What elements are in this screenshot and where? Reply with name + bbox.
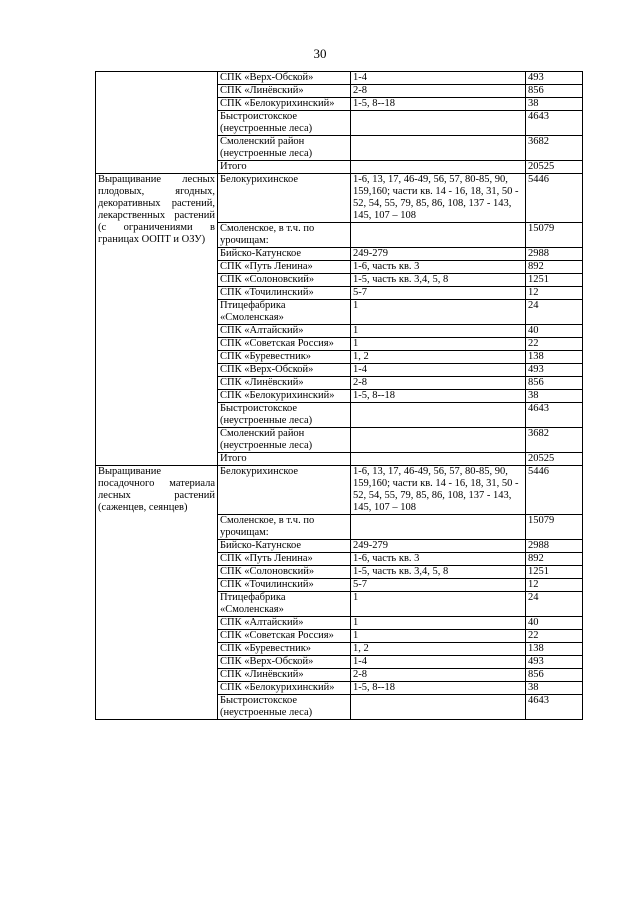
quarter-numbers-cell — [351, 515, 526, 540]
quarter-numbers-cell: 1, 2 — [351, 643, 526, 656]
forestry-location-cell: Быстроистокское (неустроенные леса) — [218, 695, 351, 720]
quarter-numbers-cell: 1, 2 — [351, 351, 526, 364]
area-cell: 3682 — [526, 136, 583, 161]
area-cell: 38 — [526, 390, 583, 403]
forestry-location-cell: СПК «Верх-Обской» — [218, 364, 351, 377]
quarter-numbers-cell: 1-6, часть кв. 3 — [351, 261, 526, 274]
area-cell: 15079 — [526, 515, 583, 540]
quarter-numbers-cell: 1-5, часть кв. 3,4, 5, 8 — [351, 566, 526, 579]
forestry-location-cell: СПК «Белокурихинский» — [218, 682, 351, 695]
forestry-location-cell: Смоленский район (неустроенные леса) — [218, 136, 351, 161]
forestry-location-cell: Быстроистокское (неустроенные леса) — [218, 111, 351, 136]
forestry-location-cell: Белокурихинское — [218, 174, 351, 223]
forestry-location-cell: Быстроистокское (неустроенные леса) — [218, 403, 351, 428]
area-cell: 15079 — [526, 223, 583, 248]
quarter-numbers-cell: 2-8 — [351, 377, 526, 390]
page-number: 30 — [313, 46, 327, 61]
area-cell: 1251 — [526, 274, 583, 287]
area-cell: 20525 — [526, 453, 583, 466]
forestry-location-cell: СПК «Точилинский» — [218, 287, 351, 300]
area-cell: 38 — [526, 682, 583, 695]
forestry-location-cell: СПК «Путь Ленина» — [218, 553, 351, 566]
area-cell: 5446 — [526, 174, 583, 223]
forestry-location-cell: СПК «Алтайский» — [218, 617, 351, 630]
quarter-numbers-cell: 5-7 — [351, 287, 526, 300]
forestry-location-cell: Птицефабрика «Смоленская» — [218, 592, 351, 617]
forestry-location-cell: СПК «Советская Россия» — [218, 630, 351, 643]
forestry-location-cell: Итого — [218, 161, 351, 174]
quarter-numbers-cell: 1-5, 8--18 — [351, 98, 526, 111]
quarter-numbers-cell: 2-8 — [351, 85, 526, 98]
quarter-numbers-cell: 1-6, 13, 17, 46-49, 56, 57, 80-85, 90, 159,160; части кв. 14 - 16, 18, 31, 50 - 52, 54, 55, 79, 85, 86, 108, 137 - 143, 145, 107 – 108 — [351, 174, 526, 223]
area-cell: 24 — [526, 592, 583, 617]
area-cell: 5446 — [526, 466, 583, 515]
area-cell: 40 — [526, 617, 583, 630]
forestry-location-cell: СПК «Линёвский» — [218, 85, 351, 98]
forestry-location-cell: Смоленское, в т.ч. по урочищам: — [218, 223, 351, 248]
area-cell: 856 — [526, 85, 583, 98]
area-cell: 12 — [526, 287, 583, 300]
quarter-numbers-cell: 1-5, 8--18 — [351, 390, 526, 403]
activity-type-cell — [96, 72, 218, 174]
quarter-numbers-cell: 1-5, часть кв. 3,4, 5, 8 — [351, 274, 526, 287]
forestry-location-cell: Бийско-Катунское — [218, 540, 351, 553]
forestry-location-cell: СПК «Путь Ленина» — [218, 261, 351, 274]
table-row — [96, 466, 583, 515]
forestry-location-cell: СПК «Буревестник» — [218, 351, 351, 364]
forestry-location-cell: Бийско-Катунское — [218, 248, 351, 261]
area-cell: 22 — [526, 338, 583, 351]
quarter-numbers-cell: 1 — [351, 338, 526, 351]
area-cell: 493 — [526, 72, 583, 85]
forestry-location-cell: СПК «Белокурихинский» — [218, 98, 351, 111]
area-cell: 20525 — [526, 161, 583, 174]
table-row — [96, 72, 583, 85]
forestry-location-cell: СПК «Точилинский» — [218, 579, 351, 592]
forest-use-table — [95, 71, 583, 720]
area-cell: 138 — [526, 643, 583, 656]
forestry-location-cell: Смоленский район (неустроенные леса) — [218, 428, 351, 453]
area-cell: 892 — [526, 553, 583, 566]
area-cell: 1251 — [526, 566, 583, 579]
forestry-location-cell: СПК «Солоновский» — [218, 274, 351, 287]
quarter-numbers-cell: 2-8 — [351, 669, 526, 682]
area-cell: 40 — [526, 325, 583, 338]
quarter-numbers-cell — [351, 453, 526, 466]
quarter-numbers-cell — [351, 136, 526, 161]
area-cell: 493 — [526, 656, 583, 669]
quarter-numbers-cell: 1 — [351, 617, 526, 630]
area-cell: 22 — [526, 630, 583, 643]
quarter-numbers-cell: 1-4 — [351, 364, 526, 377]
quarter-numbers-cell: 249-279 — [351, 540, 526, 553]
area-cell: 4643 — [526, 111, 583, 136]
forestry-location-cell: СПК «Буревестник» — [218, 643, 351, 656]
quarter-numbers-cell — [351, 695, 526, 720]
quarter-numbers-cell — [351, 428, 526, 453]
forestry-location-cell: СПК «Верх-Обской» — [218, 656, 351, 669]
quarter-numbers-cell: 1 — [351, 630, 526, 643]
activity-type-cell: Выращивание посадочного материала лесных растений (саженцев, сеянцев) — [96, 466, 218, 720]
area-cell: 4643 — [526, 695, 583, 720]
forestry-location-cell: Итого — [218, 453, 351, 466]
quarter-numbers-cell: 1-4 — [351, 72, 526, 85]
quarter-numbers-cell: 5-7 — [351, 579, 526, 592]
forestry-location-cell: СПК «Советская Россия» — [218, 338, 351, 351]
area-cell: 38 — [526, 98, 583, 111]
forestry-location-cell: СПК «Линёвский» — [218, 669, 351, 682]
forestry-location-cell: СПК «Белокурихинский» — [218, 390, 351, 403]
forestry-location-cell: СПК «Солоновский» — [218, 566, 351, 579]
area-cell: 493 — [526, 364, 583, 377]
forestry-location-cell: СПК «Верх-Обской» — [218, 72, 351, 85]
quarter-numbers-cell: 1-4 — [351, 656, 526, 669]
area-cell: 24 — [526, 300, 583, 325]
area-cell: 856 — [526, 377, 583, 390]
quarter-numbers-cell: 1-5, 8--18 — [351, 682, 526, 695]
table-row — [96, 174, 583, 223]
area-cell: 4643 — [526, 403, 583, 428]
quarter-numbers-cell: 1-6, часть кв. 3 — [351, 553, 526, 566]
quarter-numbers-cell — [351, 161, 526, 174]
area-cell: 2988 — [526, 540, 583, 553]
forestry-location-cell: Смоленское, в т.ч. по урочищам: — [218, 515, 351, 540]
quarter-numbers-cell: 1 — [351, 592, 526, 617]
quarter-numbers-cell — [351, 403, 526, 428]
quarter-numbers-cell: 249-279 — [351, 248, 526, 261]
quarter-numbers-cell: 1 — [351, 325, 526, 338]
area-cell: 3682 — [526, 428, 583, 453]
area-cell: 12 — [526, 579, 583, 592]
area-cell: 138 — [526, 351, 583, 364]
quarter-numbers-cell: 1-6, 13, 17, 46-49, 56, 57, 80-85, 90, 159,160; части кв. 14 - 16, 18, 31, 50 - 52, 54, 55, 79, 85, 86, 108, 137 - 143, 145, 107 – 108 — [351, 466, 526, 515]
area-cell: 856 — [526, 669, 583, 682]
forestry-location-cell: СПК «Линёвский» — [218, 377, 351, 390]
quarter-numbers-cell — [351, 111, 526, 136]
activity-type-cell: Выращивание лесных плодовых, ягодных, декоративных растений, лекарственных растений (с ограничениями в границах ООПТ и ОЗУ) — [96, 174, 218, 466]
quarter-numbers-cell — [351, 223, 526, 248]
forestry-location-cell: Белокурихинское — [218, 466, 351, 515]
area-cell: 892 — [526, 261, 583, 274]
forestry-location-cell: Птицефабрика «Смоленская» — [218, 300, 351, 325]
area-cell: 2988 — [526, 248, 583, 261]
quarter-numbers-cell: 1 — [351, 300, 526, 325]
forestry-location-cell: СПК «Алтайский» — [218, 325, 351, 338]
